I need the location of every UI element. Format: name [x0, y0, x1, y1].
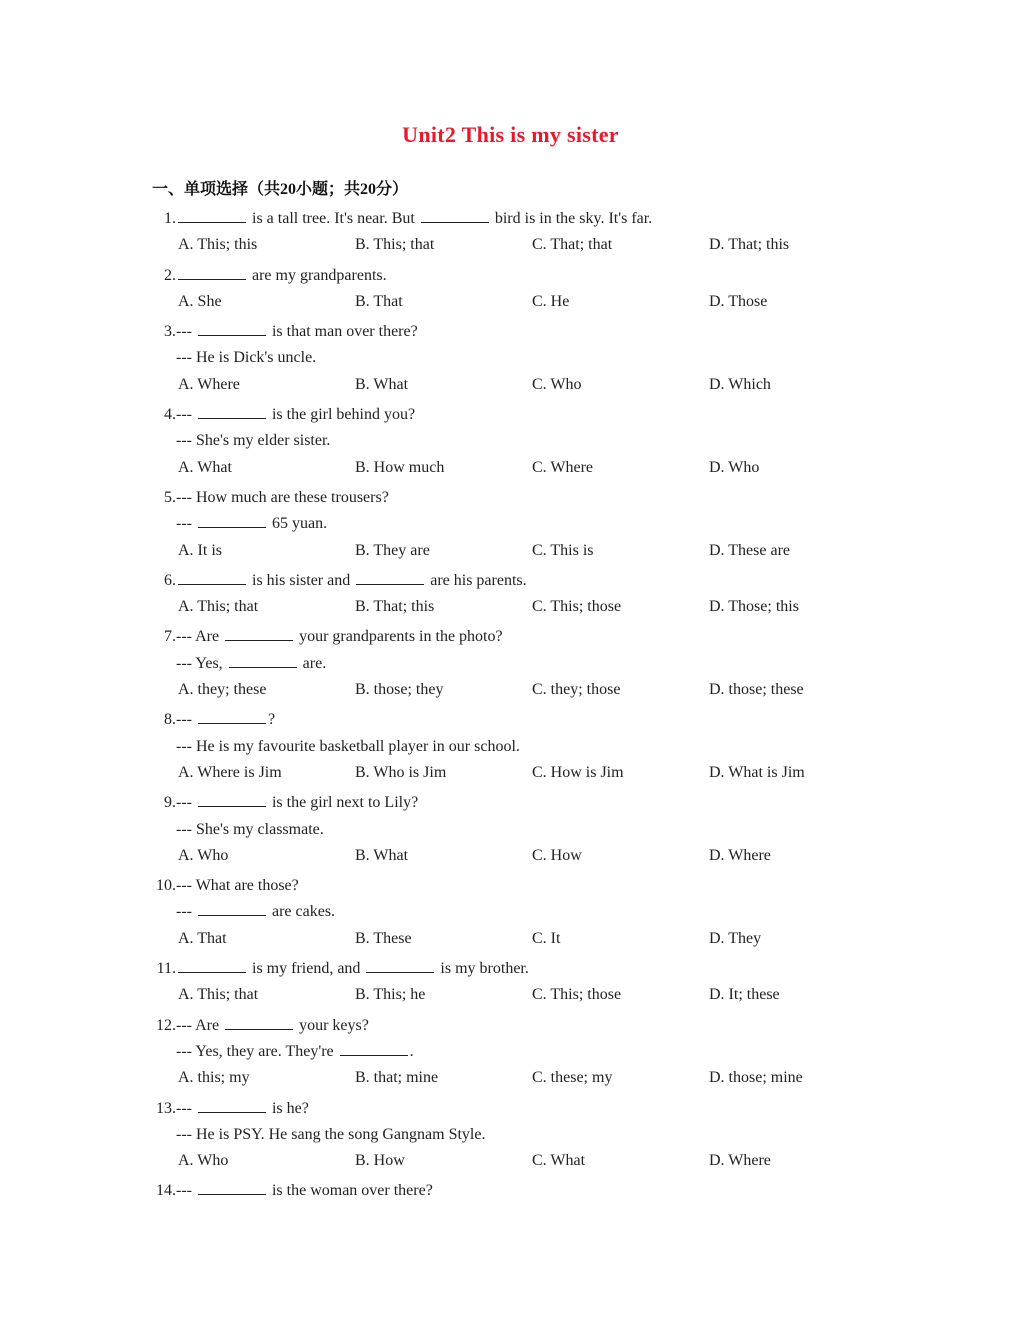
question-number: 2.: [164, 266, 176, 284]
option-a: A. This; that: [178, 986, 259, 1004]
option-a: A. It is: [178, 541, 222, 559]
option-c: C. How: [532, 846, 582, 864]
answer-blank: [178, 569, 246, 585]
question-text: --- is the girl next to Lily?: [176, 790, 418, 816]
question-line: [0, 956, 1021, 982]
option-row: [0, 677, 1021, 703]
question-text: --- are cakes.: [176, 899, 335, 925]
question-text: --- 65 yuan.: [176, 511, 327, 537]
question-line: [0, 873, 1021, 899]
question-number: 12.: [156, 1016, 176, 1034]
option-a: A. Where is Jim: [178, 763, 282, 781]
option-d: D. They: [709, 929, 762, 947]
question-line: [0, 511, 1021, 537]
answer-blank: [198, 403, 266, 419]
option-b: B. What: [355, 375, 409, 393]
question-text: --- is he?: [176, 1096, 309, 1122]
question-line: [0, 319, 1021, 345]
question-line: [0, 402, 1021, 428]
answer-blank: [178, 264, 246, 280]
option-a: A. Who: [178, 846, 229, 864]
answer-blank: [198, 1179, 266, 1195]
question-text: --- She's my elder sister.: [176, 432, 331, 450]
question-text: --- He is my favourite basketball player in our school.: [176, 737, 520, 755]
question-number: 6.: [164, 571, 176, 589]
question-line: [0, 817, 1021, 843]
option-c: C. they; those: [532, 681, 621, 699]
option-b: B. What: [355, 846, 409, 864]
option-a: A. Where: [178, 375, 240, 393]
question-text: --- Yes, they are. They're .: [176, 1039, 414, 1065]
question-text: is my friend, and is my brother.: [176, 956, 529, 982]
answer-blank: [198, 791, 266, 807]
option-b: B. That: [355, 292, 403, 310]
question-number: 4.: [164, 406, 176, 424]
question-item: [0, 319, 1021, 398]
question-text: --- Are your keys?: [176, 1013, 369, 1039]
option-a: A. This; this: [178, 236, 258, 254]
option-b: B. This; he: [355, 986, 426, 1004]
question-number: 14.: [156, 1182, 176, 1200]
answer-blank: [198, 900, 266, 916]
answer-blank: [421, 207, 489, 223]
option-c: C. these; my: [532, 1069, 613, 1087]
option-b: B. that; mine: [355, 1069, 439, 1087]
question-line: [0, 1039, 1021, 1065]
option-row: [0, 289, 1021, 315]
question-text: is a tall tree. It's near. But bird is in the sky. It's far.: [176, 206, 652, 232]
question-line: [0, 899, 1021, 925]
option-b: B. This; that: [355, 236, 435, 254]
question-number: 13.: [156, 1099, 176, 1117]
option-a: A. This; that: [178, 598, 259, 616]
option-d: D. It; these: [709, 986, 780, 1004]
question-line: [0, 206, 1021, 232]
option-row: [0, 982, 1021, 1008]
question-text: --- How much are these trousers?: [176, 488, 389, 506]
option-b: B. That; this: [355, 598, 435, 616]
answer-blank: [178, 957, 246, 973]
question-text: --- is that man over there?: [176, 319, 418, 345]
option-c: C. That; that: [532, 236, 613, 254]
option-row: [0, 372, 1021, 398]
question-list: [0, 206, 1021, 1205]
question-text: --- is the girl behind you?: [176, 402, 415, 428]
question-item: [0, 707, 1021, 786]
option-row: [0, 843, 1021, 869]
question-line: [0, 263, 1021, 289]
option-d: D. Where: [709, 846, 771, 864]
option-a: A. this; my: [178, 1069, 250, 1087]
question-text: --- is the woman over there?: [176, 1178, 433, 1204]
option-b: B. They are: [355, 541, 430, 559]
question-line: [0, 428, 1021, 454]
question-text: --- Yes, are.: [176, 651, 326, 677]
option-row: [0, 594, 1021, 620]
option-d: D. those; these: [709, 681, 804, 699]
question-text: is his sister and are his parents.: [176, 568, 527, 594]
question-item: [0, 790, 1021, 869]
answer-blank: [356, 569, 424, 585]
question-item: [0, 1096, 1021, 1175]
question-line: [0, 485, 1021, 511]
option-c: C. What: [532, 1152, 586, 1170]
option-b: B. How: [355, 1152, 405, 1170]
question-item: [0, 873, 1021, 952]
option-d: D. Which: [709, 375, 771, 393]
answer-blank: [225, 625, 293, 641]
section-heading: 一、单项选择（共20小题；共20分）: [152, 181, 409, 198]
question-text: --- She's my classmate.: [176, 820, 324, 838]
answer-blank: [198, 512, 266, 528]
question-text: --- What are those?: [176, 877, 299, 895]
option-c: C. Who: [532, 375, 582, 393]
option-a: A. What: [178, 458, 232, 476]
question-line: [0, 1178, 1021, 1204]
option-d: D. Who: [709, 458, 760, 476]
option-row: [0, 760, 1021, 786]
answer-blank: [198, 708, 266, 724]
option-b: B. These: [355, 929, 412, 947]
option-row: [0, 455, 1021, 481]
question-line: [0, 707, 1021, 733]
question-number: 5.: [164, 488, 176, 506]
answer-blank: [198, 320, 266, 336]
question-line: [0, 1096, 1021, 1122]
question-item: [0, 1013, 1021, 1092]
option-a: A. That: [178, 929, 227, 947]
question-item: [0, 206, 1021, 259]
option-row: [0, 538, 1021, 564]
question-number: 11.: [156, 960, 176, 978]
question-line: [0, 734, 1021, 760]
answer-blank: [198, 1097, 266, 1113]
question-number: 1.: [164, 210, 176, 227]
answer-blank: [229, 652, 297, 668]
question-number: 10.: [156, 877, 176, 895]
option-c: C. Where: [532, 458, 594, 476]
answer-blank: [340, 1040, 408, 1056]
question-number: 8.: [164, 711, 176, 729]
question-line: [0, 568, 1021, 594]
question-text: --- ?: [176, 707, 275, 733]
page-title: Unit2 This is my sister: [402, 122, 619, 147]
option-d: D. These are: [709, 541, 790, 559]
question-line: [0, 1122, 1021, 1148]
option-row: [0, 1148, 1021, 1174]
question-item: [0, 402, 1021, 481]
option-a: A. She: [178, 292, 222, 310]
option-c: C. This; those: [532, 986, 622, 1004]
answer-blank: [178, 207, 246, 223]
option-row: [0, 926, 1021, 952]
option-d: D. those; mine: [709, 1069, 803, 1087]
answer-blank: [225, 1014, 293, 1030]
question-line: [0, 345, 1021, 371]
question-item: [0, 956, 1021, 1009]
question-line: [0, 1013, 1021, 1039]
option-d: D. Those: [709, 292, 768, 310]
question-line: [0, 651, 1021, 677]
question-number: 7.: [164, 628, 176, 646]
option-row: [0, 232, 1021, 258]
option-d: D. What is Jim: [709, 763, 805, 781]
question-item: [0, 624, 1021, 703]
option-c: C. He: [532, 292, 570, 310]
question-item: [0, 568, 1021, 621]
option-c: C. It: [532, 929, 561, 947]
question-item: [0, 263, 1021, 316]
option-a: A. they; these: [178, 681, 267, 699]
option-c: C. How is Jim: [532, 763, 624, 781]
option-b: B. How much: [355, 458, 445, 476]
question-line: [0, 624, 1021, 650]
question-item: [0, 1178, 1021, 1204]
option-d: D. Where: [709, 1152, 771, 1170]
option-row: [0, 1065, 1021, 1091]
option-a: A. Who: [178, 1152, 229, 1170]
option-d: D. That; this: [709, 236, 790, 254]
question-number: 9.: [164, 794, 176, 812]
option-c: C. This is: [532, 541, 594, 559]
question-text: --- He is Dick's uncle.: [176, 349, 317, 367]
question-text: --- He is PSY. He sang the song Gangnam Style.: [176, 1125, 486, 1143]
question-line: [0, 790, 1021, 816]
option-d: D. Those; this: [709, 598, 799, 616]
option-c: C. This; those: [532, 598, 622, 616]
option-b: B. those; they: [355, 681, 444, 699]
option-b: B. Who is Jim: [355, 763, 447, 781]
question-text: are my grandparents.: [176, 263, 387, 289]
answer-blank: [366, 957, 434, 973]
question-item: [0, 485, 1021, 564]
question-number: 3.: [164, 323, 176, 341]
question-text: --- Are your grandparents in the photo?: [176, 624, 503, 650]
